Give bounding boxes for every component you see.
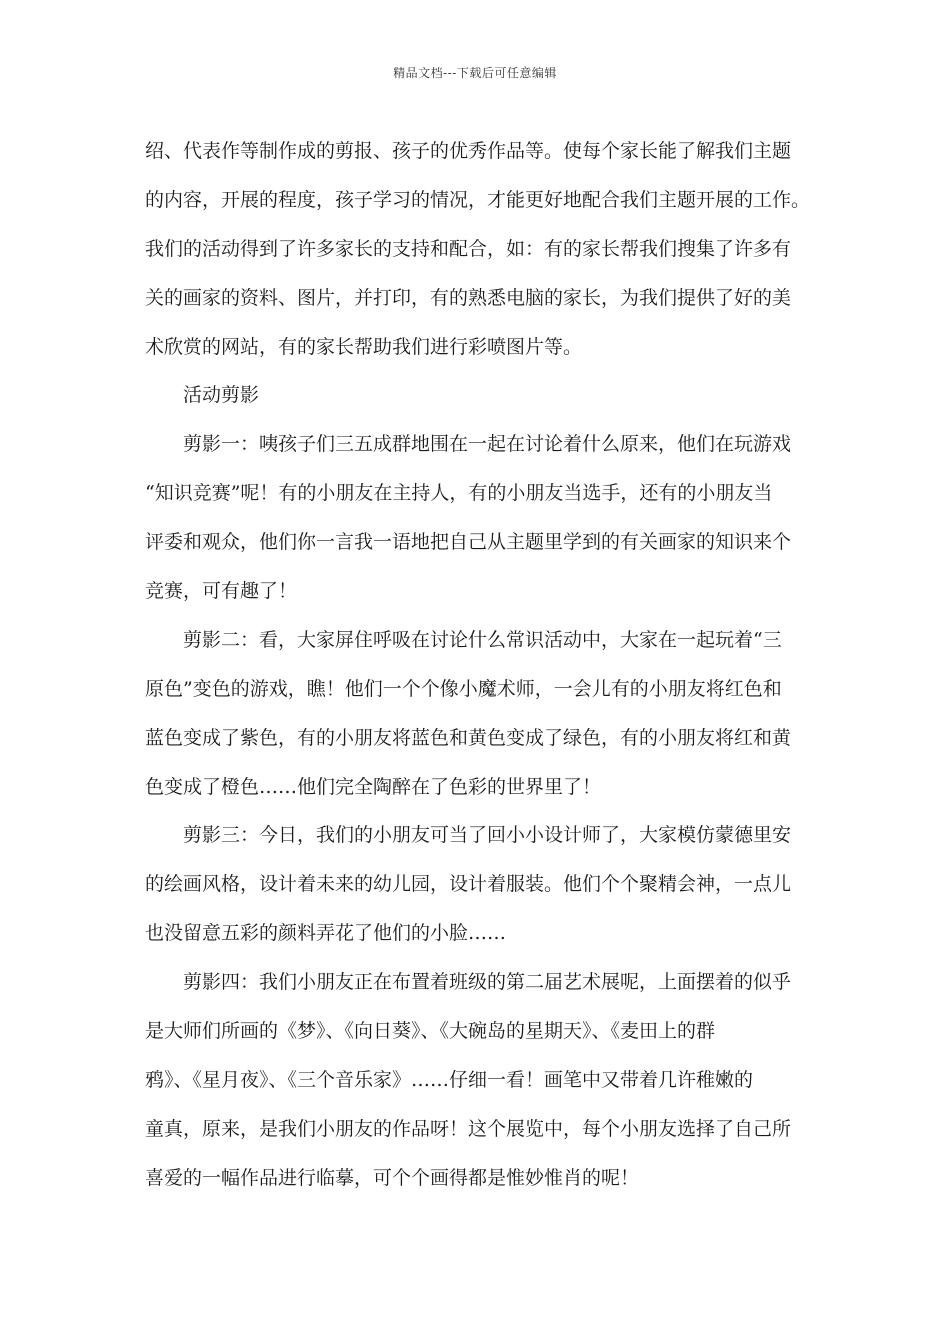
text-line: 也没留意五彩的颜料弄花了他们的小脸…… xyxy=(145,922,507,945)
section-heading: 活动剪影 xyxy=(183,384,260,407)
text-line: 童真，原来，是我们小朋友的作品呀！这个展览中，每个小朋友选择了自己所 xyxy=(145,1117,792,1140)
text-line: 关的画家的资料、图片，并打印，有的熟悉电脑的家长，为我们提供了好的美 xyxy=(145,286,792,309)
text-line: 评委和观众，他们你一言我一语地把自己从主题里学到的有关画家的知识来个 xyxy=(145,531,792,554)
text-line: 喜爱的一幅作品进行临摹，可个个画得都是惟妙惟肖的呢！ xyxy=(145,1166,640,1189)
text-line: 鸦》、《星月夜》、《三个音乐家》……仔细一看！画笔中又带着几许稚嫩的 xyxy=(145,1068,754,1091)
text-line: 我们的活动得到了许多家长的支持和配合，如：有的家长帮我们搜集了许多有 xyxy=(145,237,792,260)
text-line: 竞赛，可有趣了！ xyxy=(145,580,298,603)
text-line: 原色”变色的游戏，瞧！他们一个个像小魔术师，一会儿有的小朋友将红色和 xyxy=(145,677,782,700)
text-line: 剪影四：我们小朋友正在布置着班级的第二届艺术展呢，上面摆着的似乎 xyxy=(183,971,792,994)
text-line: 是大师们所画的《梦》、《向日葵》、《大碗岛的星期天》、《麦田上的群 xyxy=(145,1020,716,1043)
text-line: 的内容，开展的程度，孩子学习的情况，才能更好地配合我们主题开展的工作。 xyxy=(145,188,811,211)
text-line: 色变成了橙色……他们完全陶醉在了色彩的世界里了！ xyxy=(145,775,602,798)
text-line: “知识竞赛”呢！有的小朋友在主持人，有的小朋友当选手，还有的小朋友当 xyxy=(145,482,773,505)
text-line: 剪影三：今日，我们的小朋友可当了回小小设计师了，大家模仿蒙德里安 xyxy=(183,824,792,847)
text-line: 剪影一：咦孩子们三五成群地围在一起在讨论着什么原来，他们在玩游戏 xyxy=(183,433,792,456)
text-line: 蓝色变成了紫色，有的小朋友将蓝色和黄色变成了绿色，有的小朋友将红和黄 xyxy=(145,726,792,749)
text-line: 绍、代表作等制作成的剪报、孩子的优秀作品等。使每个家长能了解我们主题 xyxy=(145,140,792,162)
text-line: 的绘画风格，设计着未来的幼儿园，设计着服装。他们个个聚精会神，一点儿 xyxy=(145,873,792,896)
text-line: 术欣赏的网站，有的家长帮助我们进行彩喷图片等。 xyxy=(145,335,583,358)
page-header: 精品文档---下载后可任意编辑 xyxy=(393,66,557,80)
document-body xyxy=(145,127,810,1203)
text-line: 剪影二：看，大家屏住呼吸在讨论什么常识活动中，大家在一起玩着“三 xyxy=(183,628,782,651)
